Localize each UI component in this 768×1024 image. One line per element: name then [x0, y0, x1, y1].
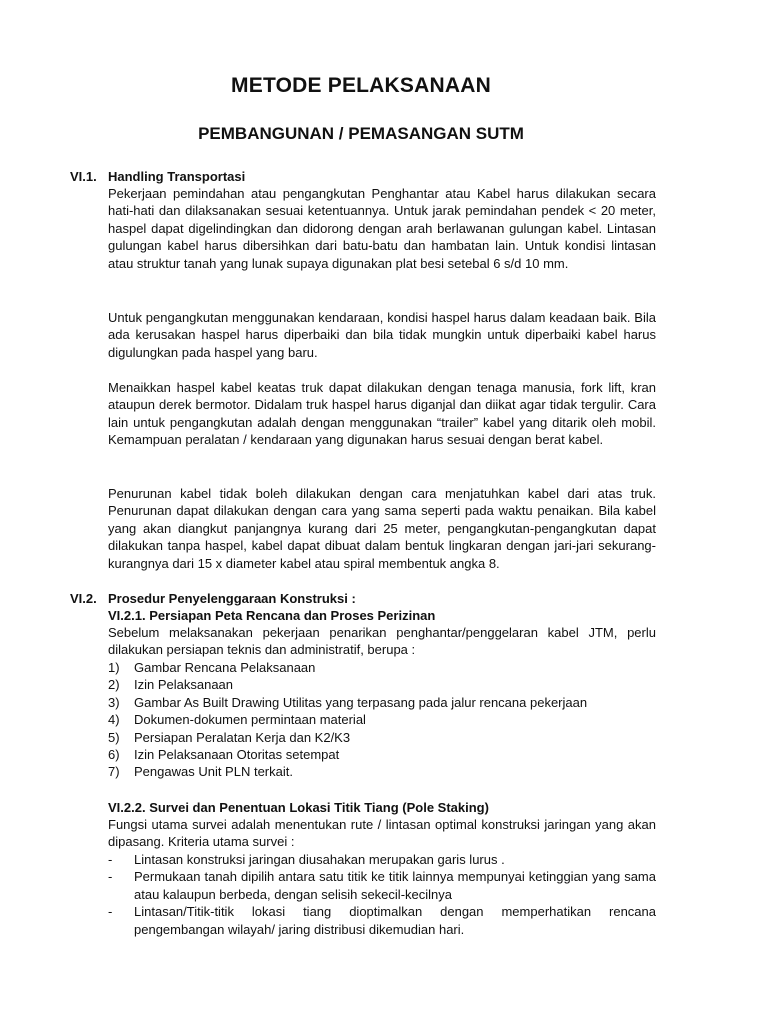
paragraph-handling-2: Untuk pengangkutan menggunakan kendaraan, kondisi haspel harus dalam keadaan baik. Bila ada kerusakan haspel harus diperbaiki dan bila tidak mungkin untuk diperbaiki kabel harus digulungkan pada haspel yang baru.	[108, 310, 656, 360]
section-heading-prosedur	[70, 590, 356, 607]
list-item: 7) Pengawas Unit PLN terkait.	[108, 764, 293, 780]
list-item: 2) Izin Pelaksanaan	[108, 677, 234, 693]
section-title: Handling Transportasi	[108, 169, 246, 184]
list-item: - Lintasan/Titik-titik lokasi tiang dioptimalkan dengan memperhatikan rencana pengembangan wilayah/ jaring distribusi dikemudian hari.	[108, 904, 656, 937]
list-item: - Lintasan konstruksi jaringan diusahakan merupakan garis lurus .	[108, 852, 505, 867]
subsection-heading-survei: VI.2.2. Survei dan Penentuan Lokasi Titik Tiang (Pole Staking)	[108, 800, 489, 815]
list-item: 3) Gambar As Built Drawing Utilitas yang terpasang pada jalur rencana pekerjaan	[108, 694, 588, 710]
kriteria-list	[108, 851, 656, 938]
subsection-heading-persiapan: VI.2.1. Persiapan Peta Rencana dan Proses Perizinan	[108, 608, 436, 623]
list-item: 5) Persiapan Peralatan Kerja dan K2/K3	[108, 729, 351, 745]
section-title: Prosedur Penyelenggaraan Konstruksi :	[108, 591, 356, 606]
section-number: VI.2.	[70, 591, 97, 606]
section-number: VI.1.	[70, 169, 97, 184]
list-item: 1) Gambar Rencana Pelaksanaan	[108, 660, 316, 675]
list-item: 6) Izin Pelaksanaan Otoritas setempat	[108, 747, 340, 763]
document-title: METODE PELAKSANAAN	[231, 74, 491, 97]
paragraph-handling-4: Penurunan kabel tidak boleh dilakukan dengan cara menjatuhkan kabel dari atas truk. Penurunan dapat dilakukan dengan cara yang sama seperti pada waktu penaikan. Bila kabel yang akan diangkut panjangnya kurang dari 25 meter, pengangkutan-pengangkutan dapat dilakukan tanpa haspel, kabel dapat dibuat dalam bentuk lingkaran dengan jari-jari sekurang-kurangnya dari 15 x diameter kabel atau spiral membentuk angka 8.	[108, 486, 656, 571]
list-item: - Permukaan tanah dipilih antara satu titik ke titik lainnya mempunyai ketinggian yang sama atau kalaupun berbeda, dengan selisih sekecil-kecilnya	[108, 869, 656, 902]
paragraph-handling-3: Menaikkan haspel kabel keatas truk dapat dilakukan dengan tenaga manusia, fork lift, kran ataupun derek bermotor. Didalam truk haspel harus diganjal dan diikat agar tidak tergulir. Cara lain untuk pengangkutan adalah dengan menggunakan “trailer” kabel yang ditarik oleh mobil. Kemampuan peralatan / kendaraan yang digunakan harus sesuai dengan berat kabel.	[108, 380, 656, 448]
paragraph-handling-1: Pekerjaan pemindahan atau pengangkutan Penghantar atau Kabel harus dilakukan secara hati-hati dan dilaksanakan sesuai ketentuannya. Untuk jarak pemindahan pendek < 20 meter, haspel dapat digelindingkan dan didorong dengan arah berlawanan gulungan kabel. Lintasan gulungan kabel harus dibersihkan dari batu-batu dan hambatan lain. Untuk kondisi lintasan atau struktur tanah yang lunak supaya digunakan plat besi setebal 6 s/d 10 mm.	[108, 186, 656, 271]
section-heading-handling	[70, 168, 245, 185]
list-item: 4) Dokumen-dokumen permintaan material	[108, 712, 366, 728]
paragraph-persiapan-intro: Sebelum melaksanakan pekerjaan penarikan penghantar/penggelaran kabel JTM, perlu dilakukan persiapan teknis dan administratif, berupa :	[108, 625, 656, 658]
paragraph-survei-intro: Fungsi utama survei adalah menentukan rute / lintasan optimal konstruksi jaringan yang akan dipasang. Kriteria utama survei :	[108, 817, 656, 850]
document-subtitle: PEMBANGUNAN / PEMASANGAN SUTM	[198, 124, 524, 143]
persiapan-list	[108, 659, 656, 781]
